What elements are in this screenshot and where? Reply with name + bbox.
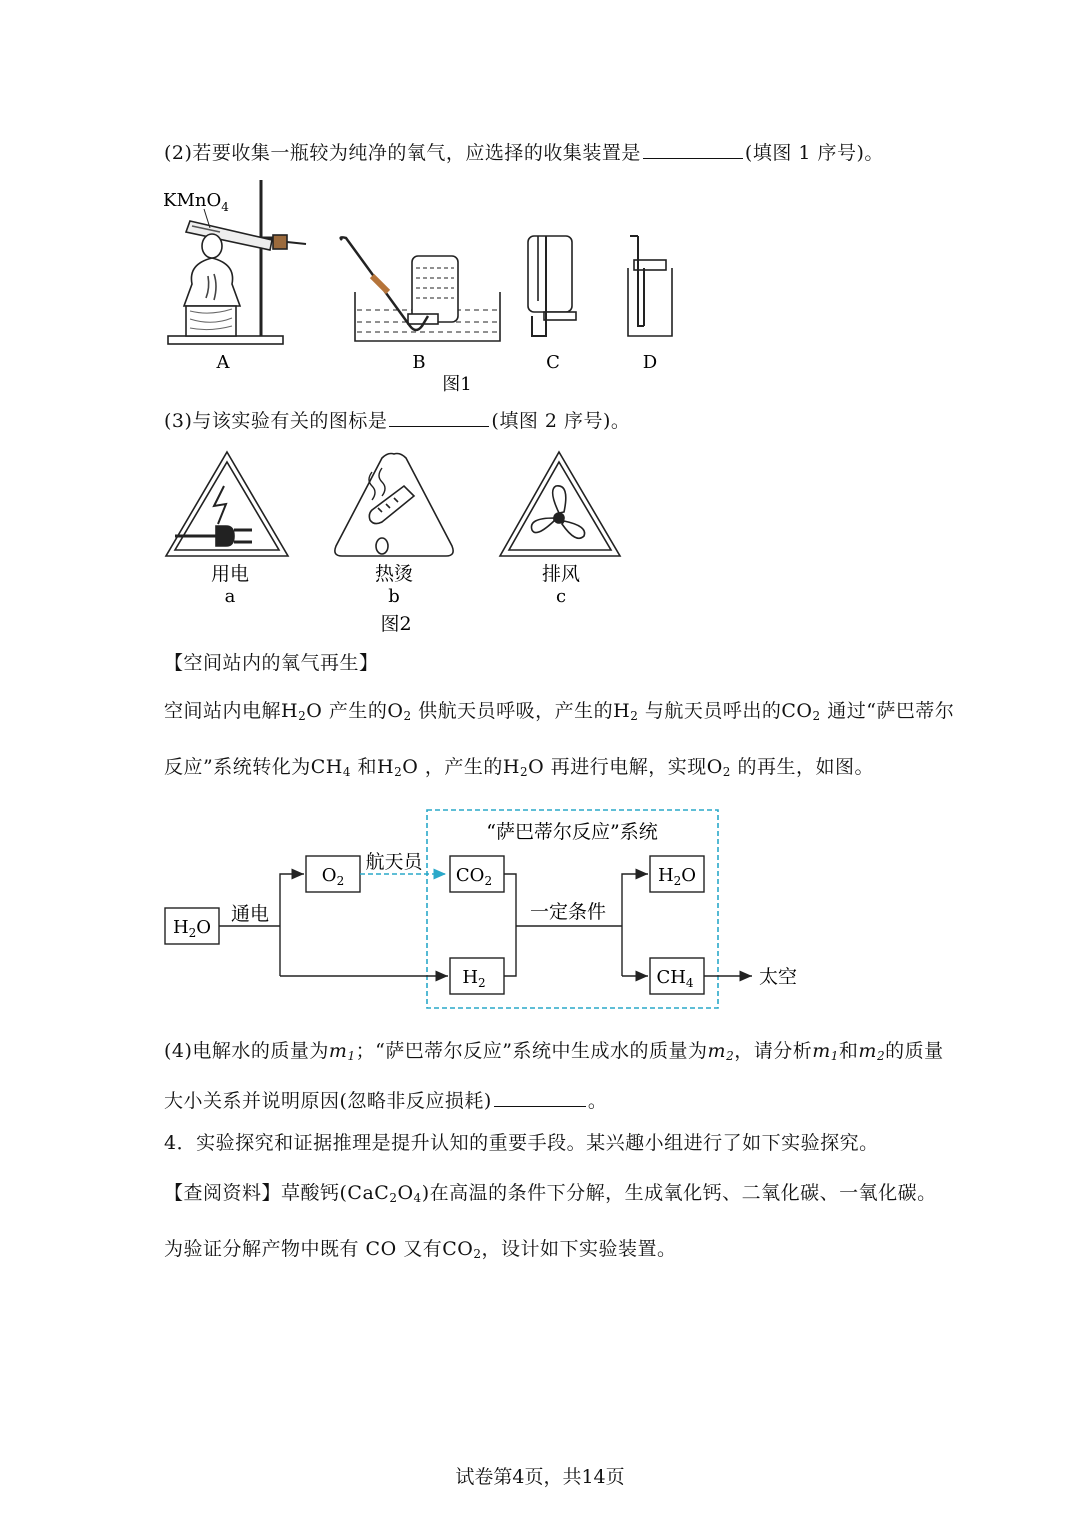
icon-c-label: 排风 (541, 563, 581, 585)
problem-4-intro: 4．实验探究和证据推理是提升认知的重要手段。某兴趣小组进行了如下实验探究。 (164, 1132, 879, 1154)
q3-suffix: (填图 2 序号)。 (491, 410, 631, 432)
kmno4-label: KMnO$_4$ (163, 190, 229, 214)
paragraph-line-1: 空间站内电解$H_2O$ 产生的$O_2$ 供航天员呼吸，产生的$H_2$ 与航天员呼出的$CO_2$ 通过“萨巴蒂尔 (164, 700, 955, 723)
condition-label: 一定条件 (529, 901, 607, 923)
answer-blank-q2[interactable] (643, 140, 743, 159)
question-4-line-1: (4)电解水的质量为$m_1$；“萨巴蒂尔反应”系统中生成水的质量为$m_2$，请分析$m_1$和$m_2$的质量 (164, 1040, 944, 1063)
o2-label: $O_2$ (321, 865, 345, 888)
icon-a-label: 用电 (210, 563, 250, 585)
q2-prefix: (2)若要收集一瓶较为纯净的氧气，应选择的收集装置是 (164, 142, 641, 164)
q2-suffix: (填图 1 序号)。 (744, 142, 884, 164)
label-a: A (216, 352, 230, 373)
paragraph-line-2: 反应”系统转化为$CH_4$ 和$H_2O$ ，产生的$H_2O$ 再进行电解，实现$O_2$ 的再生，如图。 (164, 756, 874, 779)
hot-surface-warning-icon (335, 454, 453, 557)
figure-2-caption: 图2 (380, 613, 412, 635)
page-footer: 试卷第4页，共14页 (455, 1466, 625, 1488)
icon-b-label: 热烫 (374, 563, 414, 585)
question-2 (164, 140, 884, 166)
ventilation-fan-icon (500, 452, 620, 556)
answer-blank-q3[interactable] (389, 408, 489, 427)
question-4-line-2: 大小关系并说明原因(忽略非反应损耗) 。 (164, 1090, 608, 1112)
question-3 (164, 408, 630, 434)
label-c: C (546, 352, 560, 373)
q3-prefix: (3)与该实验有关的图标是 (164, 410, 388, 432)
section-title: 【空间站内的氧气再生】 (164, 652, 379, 674)
figure-1-apparatus (160, 176, 700, 396)
label-b: B (412, 352, 426, 373)
apparatus-c-downward-air (528, 236, 576, 336)
figure-1-caption: 图1 (442, 374, 472, 395)
sabatier-flow-diagram (160, 806, 820, 1016)
label-d: D (642, 352, 658, 373)
verify-sentence: 为验证分解产物中既有 CO 又有$CO_2$，设计如下实验装置。 (164, 1238, 677, 1261)
space-label: 太空 (758, 966, 798, 988)
electricity-warning-icon (166, 452, 288, 556)
figure-2-safety-icons (160, 446, 630, 638)
icon-b-letter: b (388, 586, 400, 607)
h2o-right-label: $H_2O$ (657, 865, 697, 888)
astronaut-label: 航天员 (365, 851, 423, 873)
ch4-label: $CH_4$ (656, 967, 694, 990)
co2-label: $CO_2$ (455, 865, 493, 888)
h2-label: $H_2$ (462, 967, 486, 990)
reference-info: 【查阅资料】草酸钙$(CaC_2O_4)$在高温的条件下分解，生成氧化钙、二氧化碳、一氧化碳。 (164, 1182, 937, 1205)
answer-blank-q4[interactable] (494, 1088, 586, 1107)
h2o-left-label: $H_2O$ (172, 917, 212, 940)
electrolysis-label: 通电 (230, 903, 270, 925)
icon-a-letter: a (224, 586, 236, 607)
apparatus-d-upward-air (628, 236, 672, 336)
system-title: “萨巴蒂尔反应”系统 (486, 821, 658, 843)
apparatus-b-water-collection (341, 237, 500, 341)
icon-c-letter: c (555, 586, 567, 607)
